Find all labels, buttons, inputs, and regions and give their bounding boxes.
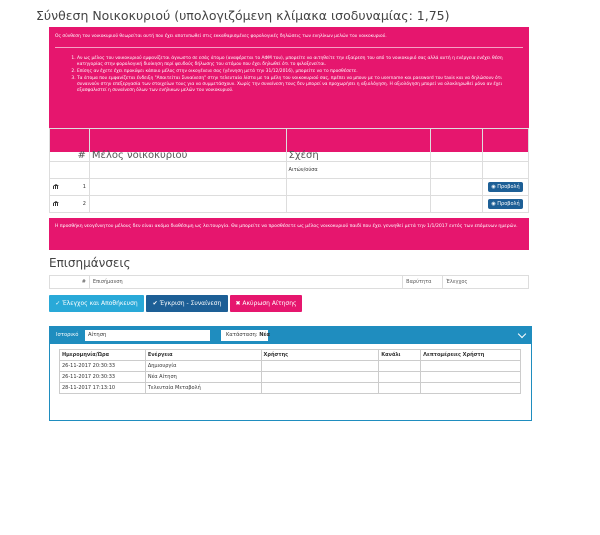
notice-list <box>73 56 521 95</box>
view-button[interactable]: ◉ Προβολή <box>488 182 522 192</box>
col-remark-header: Επισήμανση <box>89 276 402 289</box>
check-icon: ✓ <box>55 300 61 307</box>
members-subheader-row <box>50 162 529 179</box>
col-num-header: # <box>50 276 90 289</box>
member-relation <box>286 179 431 196</box>
remarks-table <box>49 275 529 289</box>
history-channel <box>379 372 421 383</box>
page-title: Σύνθεση Νοικοκυριού (υπολογιζόμενη κλίμακα ισοδυναμίας: 1,75) <box>36 8 450 23</box>
view-button[interactable]: ◉ Προβολή <box>488 199 522 209</box>
col-empty-header <box>431 129 483 162</box>
chevron-down-icon[interactable] <box>518 330 526 338</box>
member-relation <box>286 196 431 213</box>
history-action: Τελευταία Μεταβολή <box>145 383 261 394</box>
table-row <box>60 372 521 383</box>
history-panel-header[interactable] <box>50 327 531 344</box>
col-relation-header: Σχέση <box>286 129 431 162</box>
history-details <box>421 361 521 372</box>
notice-item: 2. Επίσης αν έχετε έχει προκύψει κάποιο μέλος στην οικογένεια σας (γέννηση μετά την 31/12/2016), μπορείτε να το προσθέσετε. <box>77 69 521 75</box>
history-action: Δημιουργία <box>145 361 261 372</box>
members-header-row <box>50 129 529 162</box>
history-panel <box>49 326 532 421</box>
history-table <box>59 349 521 394</box>
notice-intro: Ος σύνθεση του νοικοκυριού θεωρείται αυτή που έχει αποτυπωθεί στις εκκαθαρισμένες φορολογικές δηλώσεις των ενηλίκων μελών του νοικοκυριού. <box>55 34 387 39</box>
check-save-button[interactable]: ✓ Έλεγχος και Αποθήκευση <box>49 295 144 312</box>
newborn-note <box>49 218 529 250</box>
remarks-header-row <box>50 276 529 289</box>
history-channel <box>379 361 421 372</box>
status-label: Κατάσταση: Νέα <box>226 332 270 338</box>
col-details-header: Λεπτομέρειες Χρήστη <box>421 350 521 361</box>
table-row <box>50 179 529 196</box>
history-datetime: 26-11-2017 20:30:33 <box>60 372 146 383</box>
col-severity-header: Βαρύτητα <box>403 276 443 289</box>
members-table <box>49 128 529 213</box>
history-action: Νέα Αίτηση <box>145 372 261 383</box>
col-action-header <box>483 129 529 162</box>
history-details <box>421 383 521 394</box>
history-user <box>261 383 379 394</box>
notice-item: 3. Τα άτομα που εμφανίζεται ένδειξη "Απαιτείται Συναίνεση" στην τελευταία λίστα με τα μέλη του νοικοκυριού σας, πρέπει να μπουν με το username και password του taxis και να δηλώσουν ότι συναινούν στην επεξεργασία των στοιχείων τους για να συμμετάσχουν. Χωρίς την συναίνεση τους δεν μπορεί να προχωρήσει η αξιολόγηση. Η αξιολόγηση μπορεί να ολοκληρωθεί μόνο αν έχει εξασφαλιστεί η συναίνεση όλων των ενήλικων μελών του νοικοκυριού. <box>77 76 521 95</box>
table-row <box>60 383 521 394</box>
col-action-header: Ενέργεια <box>145 350 261 361</box>
approve-button[interactable]: ✔ Έγκριση - Συναίνεση <box>146 295 228 312</box>
check-icon: ✔ <box>152 300 158 307</box>
history-user <box>261 372 379 383</box>
member-name <box>89 196 286 213</box>
history-details <box>421 372 521 383</box>
member-relation: Αιτών/ούσα <box>286 162 431 179</box>
remarks-title: Επισημάνσεις <box>49 256 131 270</box>
member-name <box>89 179 286 196</box>
member-num: 2 <box>82 200 86 207</box>
notice-divider <box>55 47 523 48</box>
col-user-header: Χρήστης <box>261 350 379 361</box>
table-row <box>50 196 529 213</box>
history-datetime: 26-11-2017 20:30:33 <box>60 361 146 372</box>
newborn-note-text: Η προσθήκη νεογέννητου μέλους δεν είναι ακόμα διαθέσιμη ως λειτουργία. Θα μπορείτε να προσθέσετε ως μέλος νοικοκυριού παιδί που έχει γεννηθεί μετά την 1/1/2017 εντός των επόμενων ημερών. <box>55 224 518 229</box>
history-channel <box>379 383 421 394</box>
table-row <box>60 361 521 372</box>
col-datetime-header: Ημερομηνία/Ώρα <box>60 350 146 361</box>
member-num: 1 <box>82 183 86 190</box>
history-header-row <box>60 350 521 361</box>
col-num-header: # <box>50 129 90 162</box>
col-member-header: Μέλος νοικοκυριού <box>89 129 286 162</box>
history-datetime: 28-11-2017 17:13:10 <box>60 383 146 394</box>
cancel-request-button[interactable]: ✖ Ακύρωση Αίτησης <box>230 295 302 312</box>
notice-item: 1. Αν ως μέλος του νοικοκυριού εμφανίζεται άγνωστο σε εσάς άτομο (αναφέρεται το ΑΦΜ του), μπορείτε να αιτηθείτε την εξαίρεση του από το νοικοκυριό σας αλλά αυτή η ενέργεια ενέχει θέση κατηγορίας στην φορολογική διοίκηση περί ψευδούς δήλωσης του ατόμου που έχει δηλωθεί ότι το φιλοξενείται. <box>77 56 521 68</box>
bank-icon <box>53 184 59 189</box>
status-value: Νέα <box>259 332 270 338</box>
history-label: Ιστορικό <box>56 332 79 338</box>
history-user <box>261 361 379 372</box>
close-icon: ✖ <box>235 300 241 307</box>
col-channel-header: Κανάλι <box>379 350 421 361</box>
request-label: Αίτηση <box>88 332 107 338</box>
bank-icon <box>53 201 59 206</box>
col-check-header: Έλεγχος <box>443 276 529 289</box>
